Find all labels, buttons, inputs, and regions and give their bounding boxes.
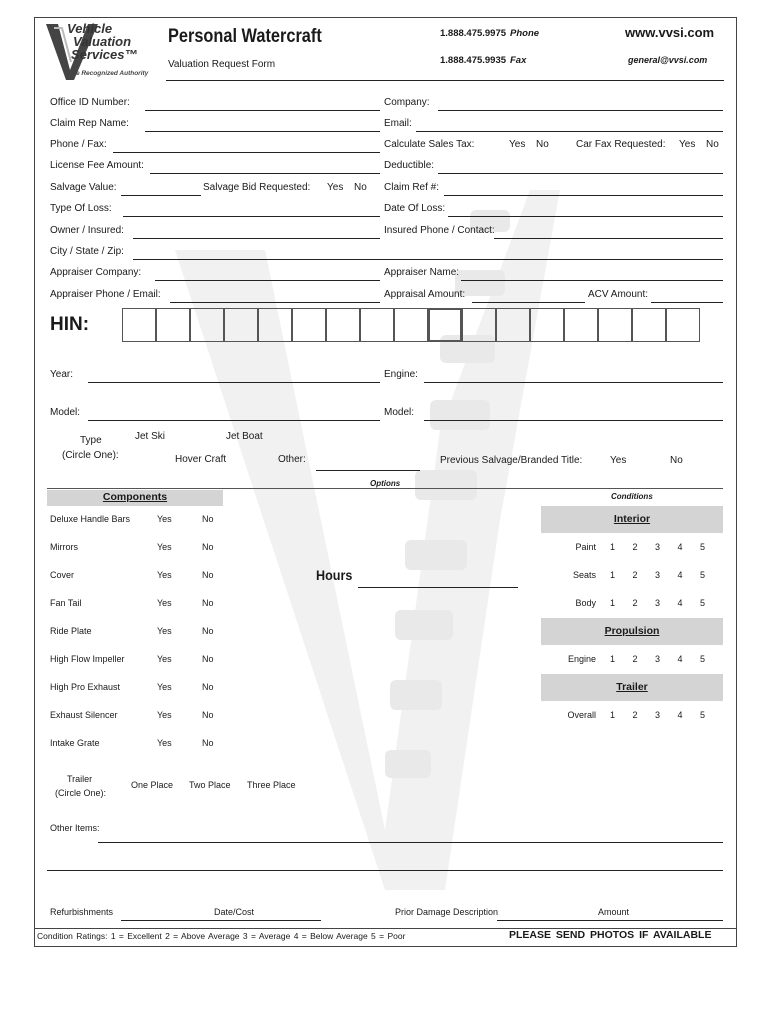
deductible-input[interactable] — [438, 173, 723, 174]
office-id-label: Office ID Number: — [50, 97, 130, 108]
trailer-title: Trailer — [616, 681, 648, 693]
condition-seats-rating-5[interactable]: 5 — [700, 570, 706, 580]
appraisal-amount-label: Appraisal Amount: — [384, 289, 466, 300]
trailer-one-place[interactable]: One Place — [131, 780, 174, 790]
calc-tax-yes[interactable]: Yes — [509, 139, 526, 150]
page-subtitle: Valuation Request Form — [168, 59, 276, 70]
model-label: Model: — [50, 407, 81, 418]
model-right-input[interactable] — [424, 420, 723, 421]
component-no[interactable]: No — [202, 710, 214, 720]
condition-paint-rating-3[interactable]: 3 — [655, 542, 661, 552]
component-no[interactable]: No — [202, 654, 214, 664]
phone-label: Phone — [510, 28, 540, 39]
car-fax-yes[interactable]: Yes — [679, 139, 696, 150]
salvage-bid-yes[interactable]: Yes — [327, 182, 344, 193]
page-title: Personal Watercraft — [168, 26, 322, 47]
logo-tagline: The Recognized Authority — [68, 70, 149, 77]
trailer-type-label: Trailer — [67, 774, 93, 784]
component-yes[interactable]: Yes — [157, 542, 172, 552]
hin-char-box[interactable] — [156, 308, 190, 342]
type-circle-label: (Circle One): — [62, 450, 119, 461]
component-yes[interactable]: Yes — [157, 570, 172, 580]
hin-char-box[interactable] — [598, 308, 632, 342]
phone-fax-input[interactable] — [113, 152, 380, 153]
please-send-photos: PLEASE SEND PHOTOS IF AVAILABLE — [509, 929, 712, 941]
type-label: Type — [80, 435, 102, 446]
model-right-label: Model: — [384, 407, 415, 418]
hin-char-box[interactable] — [122, 308, 156, 342]
fax-label: Fax — [510, 55, 527, 66]
condition-paint-rating-1[interactable]: 1 — [610, 542, 616, 552]
claim-rep-input[interactable] — [145, 131, 380, 132]
email-input[interactable] — [416, 131, 723, 132]
amount-label: Amount — [598, 907, 630, 917]
hin-char-box[interactable] — [530, 308, 564, 342]
component-label: Fan Tail — [50, 598, 82, 608]
phone-fax-label: Phone / Fax: — [50, 139, 107, 150]
salvage-bid-no[interactable]: No — [354, 182, 367, 193]
hours-label: Hours — [316, 567, 353, 583]
other-items-input-2[interactable] — [47, 870, 723, 871]
condition-paint-rating-4[interactable]: 4 — [677, 542, 683, 552]
type-of-loss-label: Type Of Loss: — [50, 203, 112, 214]
condition-overall-rating-4[interactable]: 4 — [677, 710, 683, 720]
other-items-label: Other Items: — [50, 823, 100, 833]
logo-line-1: Vehicle — [67, 21, 113, 36]
owner-label: Owner / Insured: — [50, 225, 124, 236]
city-label: City / State / Zip: — [50, 246, 124, 257]
hin-label: HIN: — [50, 314, 90, 335]
component-no[interactable]: No — [202, 542, 214, 552]
condition-body-label: Body — [575, 598, 596, 608]
appraiser-company-label: Appraiser Company: — [50, 267, 142, 278]
component-yes[interactable]: Yes — [157, 598, 172, 608]
logo-line-3: Services™ — [71, 47, 138, 62]
component-no[interactable]: No — [202, 598, 214, 608]
prev-salvage-no[interactable]: No — [670, 455, 683, 466]
condition-paint-rating-5[interactable]: 5 — [700, 542, 706, 552]
condition-body-rating-2[interactable]: 2 — [632, 598, 638, 608]
options-divider — [47, 488, 723, 489]
condition-body-rating-5[interactable]: 5 — [700, 598, 706, 608]
condition-body-rating-1[interactable]: 1 — [610, 598, 616, 608]
type-hover-craft[interactable]: Hover Craft — [175, 454, 227, 465]
salvage-value-input[interactable] — [121, 195, 201, 196]
component-label: Ride Plate — [50, 626, 92, 636]
prior-damage-input[interactable] — [497, 920, 723, 921]
refurbishments-input[interactable] — [121, 920, 321, 921]
conditions-title: Conditions — [611, 492, 653, 501]
condition-engine-rating-1[interactable]: 1 — [610, 654, 616, 664]
city-input[interactable] — [133, 259, 723, 260]
hin-char-box[interactable] — [632, 308, 666, 342]
propulsion-title: Propulsion — [604, 625, 660, 637]
type-jet-boat[interactable]: Jet Boat — [226, 431, 263, 442]
hin-char-box[interactable] — [292, 308, 326, 342]
license-fee-input[interactable] — [150, 173, 380, 174]
trailer-circle-label: (Circle One): — [55, 788, 107, 798]
component-no[interactable]: No — [202, 738, 214, 748]
claim-rep-label: Claim Rep Name: — [50, 118, 129, 129]
trailer-three-place[interactable]: Three Place — [247, 780, 296, 790]
email-label: Email: — [384, 118, 412, 129]
condition-overall-rating-1[interactable]: 1 — [610, 710, 616, 720]
hin-char-box[interactable] — [190, 308, 224, 342]
condition-seats-rating-1[interactable]: 1 — [610, 570, 616, 580]
condition-engine-rating-3[interactable]: 3 — [655, 654, 661, 664]
component-no[interactable]: No — [202, 514, 214, 524]
claim-ref-label: Claim Ref #: — [384, 182, 440, 193]
component-label: Exhaust Silencer — [50, 710, 118, 720]
hin-char-box[interactable] — [428, 308, 462, 342]
condition-engine-rating-2[interactable]: 2 — [632, 654, 638, 664]
component-label: Intake Grate — [50, 738, 100, 748]
interior-title: Interior — [613, 513, 651, 525]
type-other-label: Other: — [278, 454, 306, 465]
office-id-input[interactable] — [145, 110, 380, 111]
appraiser-name-label: Appraiser Name: — [384, 267, 460, 278]
condition-seats-rating-2[interactable]: 2 — [632, 570, 638, 580]
trailer-two-place[interactable]: Two Place — [189, 780, 231, 790]
prior-damage-label: Prior Damage Description — [395, 907, 499, 917]
component-yes[interactable]: Yes — [157, 682, 172, 692]
prev-salvage-yes[interactable]: Yes — [610, 455, 627, 466]
condition-overall-rating-5[interactable]: 5 — [700, 710, 706, 720]
calc-tax-no[interactable]: No — [536, 139, 549, 150]
component-yes[interactable]: Yes — [157, 710, 172, 720]
company-input[interactable] — [438, 110, 723, 111]
component-label: Deluxe Handle Bars — [50, 514, 131, 524]
hin-char-box[interactable] — [326, 308, 360, 342]
component-yes[interactable]: Yes — [157, 654, 172, 664]
refurbishments-label: Refurbishments — [50, 907, 114, 917]
component-label: High Pro Exhaust — [50, 682, 121, 692]
condition-engine-rating-5[interactable]: 5 — [700, 654, 706, 664]
component-no[interactable]: No — [202, 570, 214, 580]
car-fax-label: Car Fax Requested: — [576, 139, 666, 150]
condition-seats-rating-4[interactable]: 4 — [677, 570, 683, 580]
hin-char-box[interactable] — [496, 308, 530, 342]
component-no[interactable]: No — [202, 626, 214, 636]
owner-input[interactable] — [133, 238, 380, 239]
date-of-loss-label: Date Of Loss: — [384, 203, 446, 214]
appraiser-phone-label: Appraiser Phone / Email: — [50, 289, 161, 300]
logo-text — [67, 22, 138, 61]
salvage-bid-label: Salvage Bid Requested: — [203, 182, 311, 193]
appraisal-amount-input[interactable] — [472, 302, 585, 303]
component-yes[interactable]: Yes — [157, 514, 172, 524]
condition-engine-rating-4[interactable]: 4 — [677, 654, 683, 664]
acv-amount-label: ACV Amount: — [588, 289, 649, 300]
hours-input[interactable] — [358, 587, 518, 588]
component-no[interactable]: No — [202, 682, 214, 692]
hin-char-box[interactable] — [258, 308, 292, 342]
appraiser-phone-input[interactable] — [170, 302, 380, 303]
hin-char-box[interactable] — [394, 308, 428, 342]
condition-seats-label: Seats — [572, 570, 596, 580]
phone-number: 1.888.475.9975 — [440, 28, 507, 39]
engine-input[interactable] — [424, 382, 723, 383]
claim-ref-input[interactable] — [444, 195, 723, 196]
date-cost-label: Date/Cost — [214, 907, 255, 917]
component-label: High Flow Impeller — [50, 654, 125, 664]
condition-paint-rating-2[interactable]: 2 — [632, 542, 638, 552]
salvage-value-label: Salvage Value: — [50, 182, 117, 193]
company-label: Company: — [384, 97, 430, 108]
year-label: Year: — [50, 369, 73, 380]
hin-char-box[interactable] — [462, 308, 496, 342]
appraiser-name-input[interactable] — [461, 280, 723, 281]
component-label: Cover — [50, 570, 75, 580]
engine-label: Engine: — [384, 369, 418, 380]
condition-engine-label: Engine — [567, 654, 596, 664]
condition-seats-rating-3[interactable]: 3 — [655, 570, 661, 580]
condition-paint-label: Paint — [575, 542, 596, 552]
condition-body-rating-3[interactable]: 3 — [655, 598, 661, 608]
options-label: Options — [370, 479, 401, 488]
component-label: Mirrors — [50, 542, 78, 552]
condition-body-rating-4[interactable]: 4 — [677, 598, 683, 608]
insured-phone-input[interactable] — [494, 238, 723, 239]
hin-char-box[interactable] — [360, 308, 394, 342]
fax-number: 1.888.475.9935 — [440, 55, 507, 66]
condition-overall-label: Overall — [567, 710, 596, 720]
model-input[interactable] — [88, 420, 380, 421]
hin-char-box[interactable] — [666, 308, 700, 342]
hin-char-box[interactable] — [564, 308, 598, 342]
component-yes[interactable]: Yes — [157, 626, 172, 636]
deductible-label: Deductible: — [384, 160, 435, 171]
condition-overall-rating-2[interactable]: 2 — [632, 710, 638, 720]
acv-amount-input[interactable] — [651, 302, 723, 303]
appraiser-company-input[interactable] — [155, 280, 380, 281]
car-fax-no[interactable]: No — [706, 139, 719, 150]
year-input[interactable] — [88, 382, 380, 383]
type-jet-ski[interactable]: Jet Ski — [135, 431, 166, 442]
other-items-input-1[interactable] — [98, 842, 723, 843]
component-yes[interactable]: Yes — [157, 738, 172, 748]
website[interactable]: www.vvsi.com — [625, 25, 715, 40]
date-of-loss-input[interactable] — [448, 216, 723, 217]
components-title: Components — [102, 491, 168, 503]
calc-tax-label: Calculate Sales Tax: — [384, 139, 475, 150]
insured-phone-label: Insured Phone / Contact: — [384, 225, 495, 236]
condition-ratings-legend: Condition Ratings: 1 = Excellent 2 = Above Average 3 = Average 4 = Below Average 5 = Poor — [37, 931, 406, 941]
hin-char-box[interactable] — [224, 308, 258, 342]
prev-salvage-label: Previous Salvage/Branded Title: — [440, 455, 583, 466]
contact-email[interactable]: general@vvsi.com — [628, 55, 708, 65]
type-other-input[interactable] — [316, 470, 420, 471]
condition-overall-rating-3[interactable]: 3 — [655, 710, 661, 720]
logo-line-2: Valuation — [73, 34, 132, 49]
license-fee-label: License Fee Amount: — [50, 160, 144, 171]
type-of-loss-input[interactable] — [123, 216, 380, 217]
